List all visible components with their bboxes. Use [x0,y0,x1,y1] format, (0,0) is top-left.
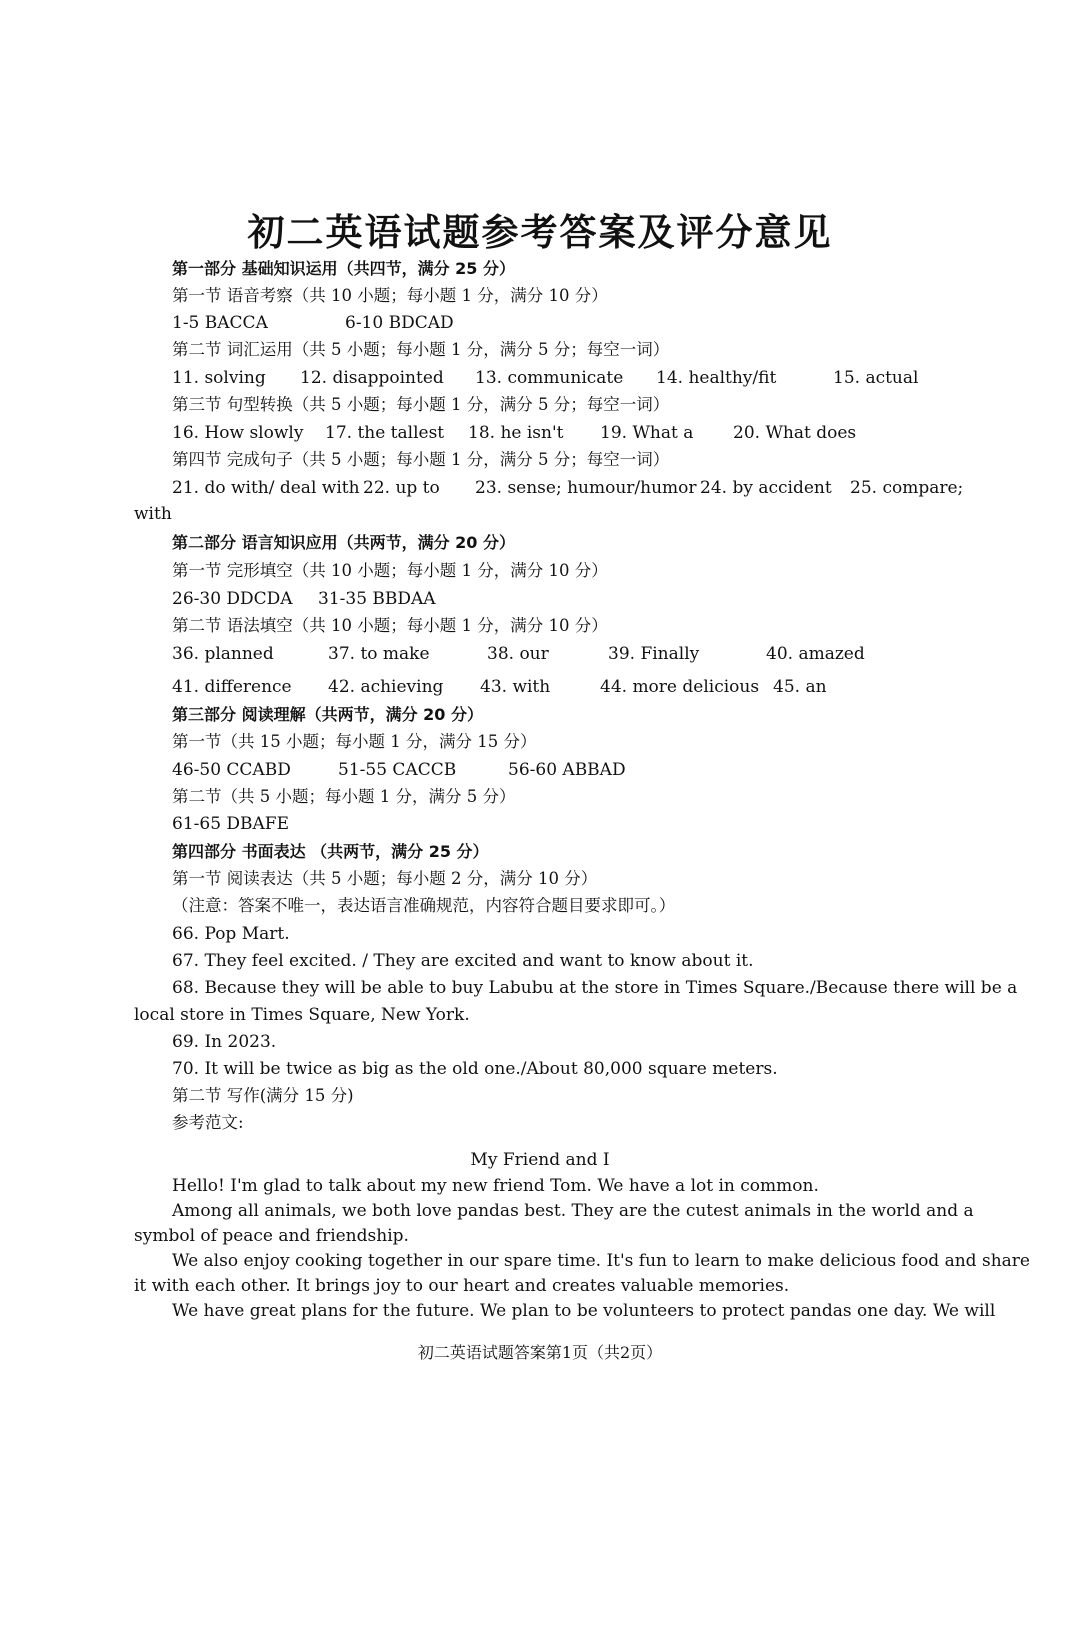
answer: 22. up to [363,478,440,498]
essay-line: it with each other. It brings joy to our heart and creates valuable memories. [134,1276,790,1296]
answer: 51-55 CACCB [338,760,457,780]
answer: 13. communicate [475,368,624,388]
sample-label: 参考范文: [172,1113,244,1132]
answer: 56-60 ABBAD [508,760,626,780]
essay-line: We also enjoy cooking together in our spare time. It's fun to learn to make delicious food and share [172,1251,1030,1271]
essay-title: My Friend and I [470,1150,610,1170]
answer: 44. more delicious [600,677,760,697]
page-title: 初二英语试题参考答案及评分意见 [247,211,833,254]
answer-wrap: with [134,504,172,524]
answer: 26-30 DDCDA [172,589,293,609]
part1-section1-heading: 第一节 语音考察（共 10 小题；每小题 1 分，满分 10 分） [172,286,608,305]
answer: 70. It will be twice as big as the old one./About 80,000 square meters. [172,1059,778,1079]
part2-heading: 第二部分 语言知识应用（共两节，满分 20 分） [172,533,515,552]
part1-section3-heading: 第三节 句型转换（共 5 小题；每小题 1 分，满分 5 分；每空一词） [172,395,670,414]
answer: 12. disappointed [300,368,444,388]
part2-section1-heading: 第一节 完形填空（共 10 小题；每小题 1 分，满分 10 分） [172,561,608,580]
answer: 36. planned [172,644,274,664]
answer: 61-65 DBAFE [172,814,290,834]
part1-heading: 第一部分 基础知识运用（共四节，满分 25 分） [172,259,515,278]
answer: 42. achieving [328,677,444,697]
answer: 41. difference [172,677,292,697]
answer: 1-5 BACCA [172,313,268,333]
answer: 15. actual [833,368,919,388]
answer: 17. the tallest [325,423,445,443]
answer: 45. an [773,677,827,697]
answer: 23. sense; humour/humor [475,478,697,498]
answer-wrap: local store in Times Square, New York. [134,1005,470,1025]
answer: 24. by accident [700,478,832,498]
essay-line: Hello! I'm glad to talk about my new friend Tom. We have a lot in common. [172,1176,819,1196]
answer: 46-50 CCABD [172,760,291,780]
part1-section2-heading: 第二节 词汇运用（共 5 小题；每小题 1 分，满分 5 分；每空一词） [172,340,670,359]
part4-heading: 第四部分 书面表达 （共两节，满分 25 分） [172,842,489,861]
answer: 67. They feel excited. / They are excited and want to know about it. [172,951,754,971]
part3-section1-heading: 第一节（共 15 小题；每小题 1 分，满分 15 分） [172,732,537,751]
answer: 18. he isn't [468,423,564,443]
part2-section2-heading: 第二节 语法填空（共 10 小题；每小题 1 分，满分 10 分） [172,616,608,635]
answer: 31-35 BBDAA [318,589,436,609]
answer: 25. compare; [850,478,964,498]
answer: 40. amazed [766,644,865,664]
part4-section1-heading: 第一节 阅读表达（共 5 小题；每小题 2 分，满分 10 分） [172,869,598,888]
part1-section4-heading: 第四节 完成句子（共 5 小题；每小题 1 分，满分 5 分；每空一词） [172,450,670,469]
answer: 68. Because they will be able to buy Labubu at the store in Times Square./Because there will be a [172,978,1018,998]
answer: 66. Pop Mart. [172,924,290,944]
answer: 14. healthy/fit [656,368,777,388]
answer: 69. In 2023. [172,1032,277,1052]
answer: 37. to make [328,644,430,664]
answer-note: （注意：答案不唯一，表达语言准确规范，内容符合题目要求即可。） [172,896,676,915]
answer: 19. What a [600,423,694,443]
answer: 38. our [487,644,549,664]
essay-line: symbol of peace and friendship. [134,1226,409,1246]
answer: 39. Finally [608,644,700,664]
answer: 21. do with/ deal with [172,478,360,498]
part4-section2-heading: 第二节 写作(满分 15 分) [172,1086,354,1105]
part3-heading: 第三部分 阅读理解（共两节，满分 20 分） [172,705,483,724]
essay-line: We have great plans for the future. We plan to be volunteers to protect pandas one day. We will [172,1301,996,1321]
essay-line: Among all animals, we both love pandas best. They are the cutest animals in the world and a [172,1201,974,1221]
part3-section2-heading: 第二节（共 5 小题；每小题 1 分，满分 5 分） [172,787,516,806]
answer: 43. with [480,677,551,697]
answer: 11. solving [172,368,266,388]
page-footer: 初二英语试题答案第1页（共2页） [417,1343,663,1362]
answer: 20. What does [733,423,857,443]
answer: 6-10 BDCAD [345,313,454,333]
answer: 16. How slowly [172,423,304,443]
